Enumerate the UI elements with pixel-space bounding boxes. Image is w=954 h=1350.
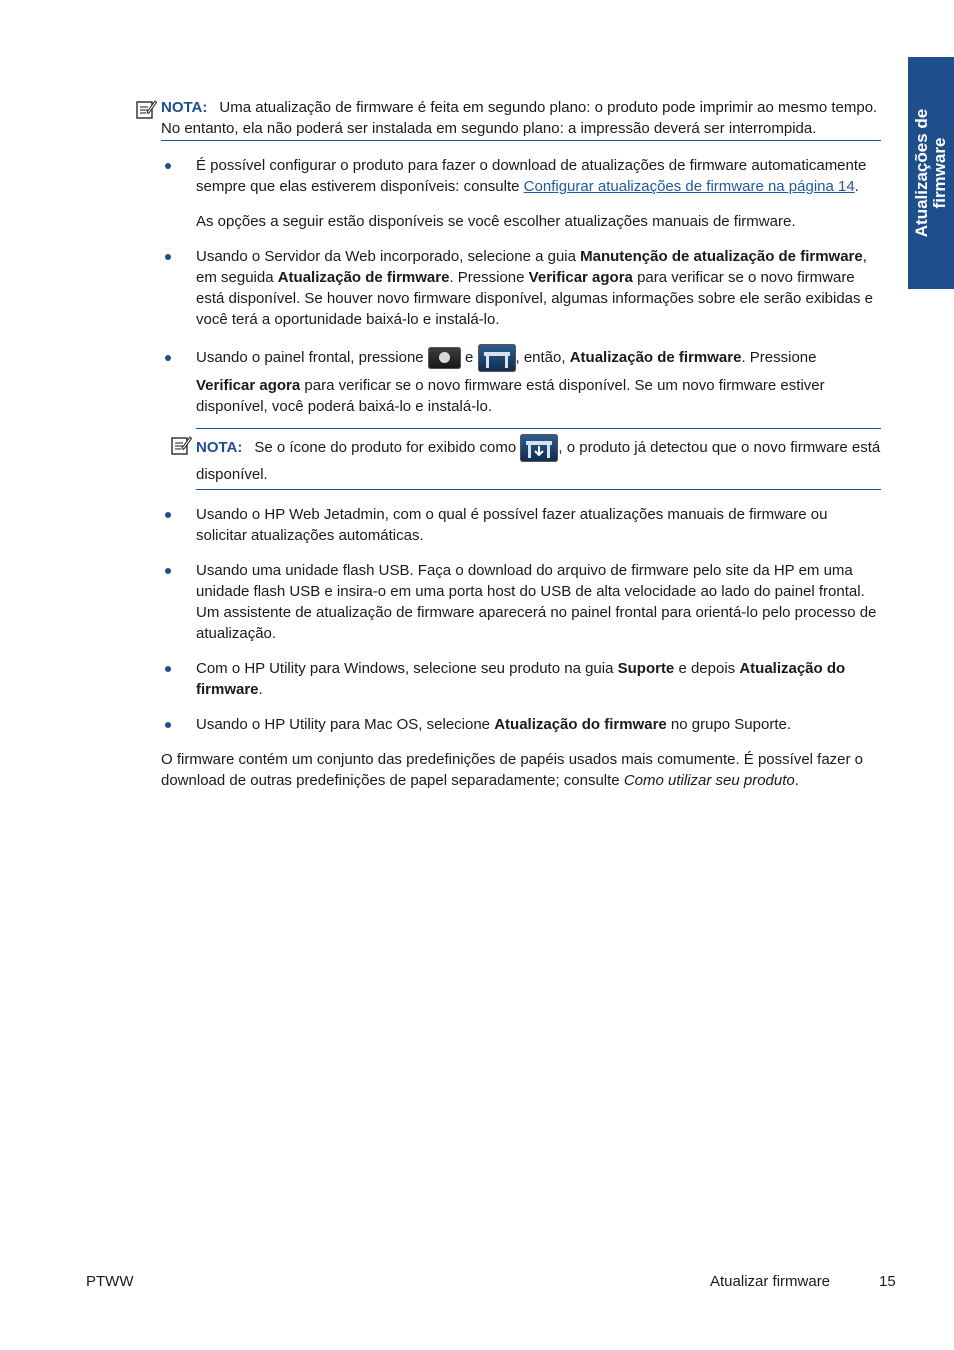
bullet-icon xyxy=(165,722,171,728)
note-label: NOTA: xyxy=(196,439,243,456)
side-tab-title: Atualizações de firmware xyxy=(912,108,949,238)
list-item: É possível configurar o produto para fazer o download de atualizações de firmware automaticamente sempre que elas estiverem disponíveis: consulte Configurar atualizações de firmware na página 14. As opções a seguir estão disponíveis se você escolher atualizações manuais de firmware. xyxy=(161,155,881,232)
bullet-icon xyxy=(165,568,171,574)
list-item: Com o HP Utility para Windows, selecione seu produto na guia Suporte e depois Atualização do firmware. xyxy=(161,658,881,700)
firmware-available-icon xyxy=(520,434,558,462)
list-item: Usando o Servidor da Web incorporado, selecione a guia Manutenção de atualização de firmware, em seguida Atualização de firmware. Pressione Verificar agora para verificar se o novo firmware está disponível. Se houver novo firmware disponível, algumas informações sobre ele serão exibidas e você terá a oportunidade baixá-lo e instalá-lo. xyxy=(161,246,881,330)
bullet-icon xyxy=(165,355,171,361)
bullet-icon xyxy=(165,254,171,260)
bullet-icon xyxy=(165,512,171,518)
list-item: Usando o HP Web Jetadmin, com o qual é possível fazer atualizações manuais de firmware ou solicitar atualizações automáticas. xyxy=(161,504,881,546)
list-item: Usando o HP Utility para Mac OS, selecione Atualização do firmware no grupo Suporte. xyxy=(161,714,881,735)
info-button-icon xyxy=(428,347,461,369)
page-number: 15 xyxy=(879,1273,896,1290)
note-label: NOTA: xyxy=(161,99,208,116)
manual-intro: As opções a seguir estão disponíveis se você escolher atualizações manuais de firmware. xyxy=(196,213,796,230)
note-1 xyxy=(161,97,881,141)
configure-updates-link[interactable]: Configurar atualizações de firmware na página 14 xyxy=(523,178,855,195)
bullet-icon xyxy=(165,163,171,169)
bullet-icon xyxy=(165,666,171,672)
note-icon xyxy=(135,98,157,120)
note-2: NOTA: Se o ícone do produto for exibido como , o produto já detectou que o novo firmware está disponível. xyxy=(196,428,881,490)
closing-paragraph: O firmware contém um conjunto das predefinições de papéis usados mais comumente. É possível fazer o download de outras predefinições de papel separadamente; consulte Como utilizar seu produto. xyxy=(161,751,864,790)
list-item: Usando o painel frontal, pressione e , então, Atualização de firmware. Pressione Verificar agora para verificar se o novo firmware está disponível. Se um novo firmware estiver disponível, você poderá baixá-lo e instalá-lo. NOTA: Se o ícone do produto for exibido como , o produto já detectou que o novo firmware está disponível. xyxy=(161,344,881,490)
tools-button-icon xyxy=(478,344,516,372)
footer-section-title: Atualizar firmware xyxy=(710,1273,831,1290)
page-content xyxy=(161,97,881,791)
note-text: Uma atualização de firmware é feita em segundo plano: o produto pode imprimir ao mesmo tempo. No entanto, ela não poderá ser instalada em segundo plano: a impressão deverá ser interrompida. xyxy=(161,99,878,137)
side-tab xyxy=(908,57,954,289)
footer-locale: PTWW xyxy=(86,1273,134,1290)
options-list xyxy=(161,155,881,735)
note-icon xyxy=(170,434,192,456)
list-item: Usando uma unidade flash USB. Faça o download do arquivo de firmware pelo site da HP em uma unidade flash USB e insira-o em uma porta host do USB de alta velocidade ao lado do painel frontal. Um assistente de atualização de firmware aparecerá no painel frontal para orientá-lo pelo processo de atualização. xyxy=(161,560,881,644)
